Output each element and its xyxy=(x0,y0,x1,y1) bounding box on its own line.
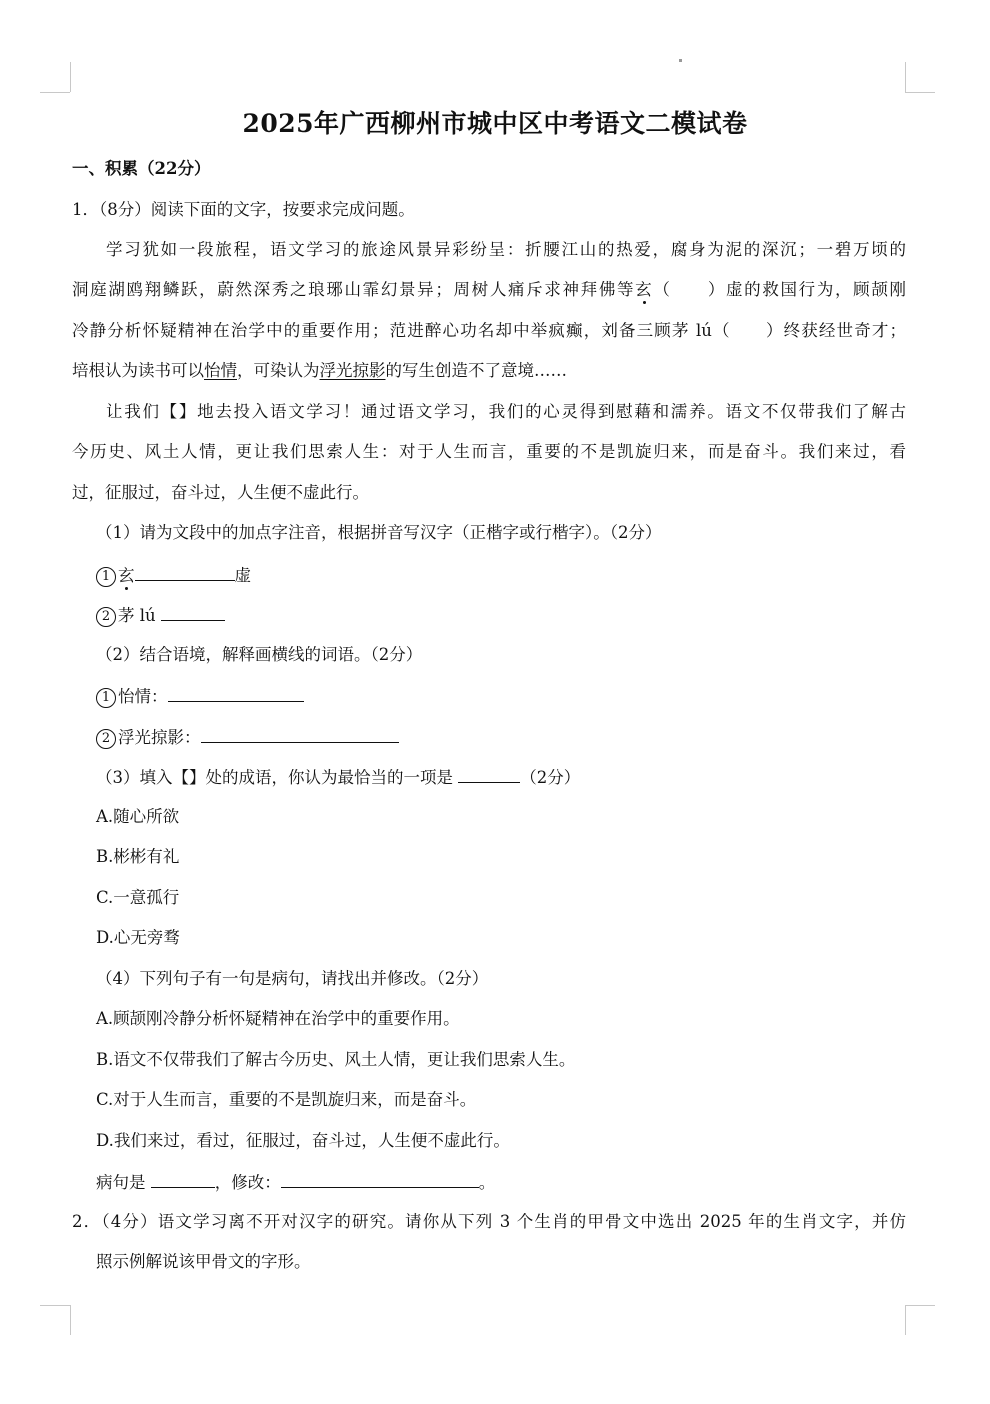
emphasis-char-xuan: 玄 xyxy=(635,280,654,299)
answer-blank[interactable] xyxy=(135,563,235,581)
passage-1-line-1: 学习犹如一段旅程，语文学习的旅途风景异彩纷呈：折腰江山的热爱，腐身为泥的深沉；一碧万顷的 xyxy=(106,240,906,259)
subq-4-heading: （4）下列句子有一句是病句，请找出并修改。（2分） xyxy=(96,969,489,988)
crop-mark-top-left-h xyxy=(40,92,70,93)
crop-mark-bottom-left-v xyxy=(70,1305,71,1335)
subq-4-answer-line: 病句是 ，修改： 。 xyxy=(96,1170,495,1194)
underlined-word-yiqing: 怡情 xyxy=(204,361,237,380)
sentence-d: D.我们来过，看过，征服过，奋斗过，人生便不虚此行。 xyxy=(96,1131,510,1150)
crop-mark-top-right-h xyxy=(905,92,935,93)
passage-2-line-3: 过，征服过，奋斗过，人生便不虚此行。 xyxy=(72,483,369,502)
passage-2-line-2: 今历史、风土人情，更让我们思索人生：对于人生而言，重要的不是凯旋归来，而是奋斗。我们来过，看 xyxy=(72,442,906,461)
option-b[interactable]: B.彬彬有礼 xyxy=(96,847,180,866)
question-2-line-1: 2．（4分）语文学习离不开对汉字的研究。请你从下列 3 个生肖的甲骨文中选出 2025 年的生肖文字，并仿 xyxy=(72,1212,906,1231)
question-1-heading: 1．（8分）阅读下面的文字，按要求完成问题。 xyxy=(72,200,415,219)
subq-3-heading: （3）填入【】处的成语，你认为最恰当的一项是 （2分） xyxy=(96,765,580,789)
passage-1-line-2: 洞庭湖鸥翔鳞跃，蔚然深秀之琅琊山霏幻景异；周树人痛斥求神拜佛等玄（ ）虚的救国行为，顾颉刚 xyxy=(72,280,907,299)
scan-dot xyxy=(679,59,682,62)
subq-2-heading: （2）结合语境，解释画横线的词语。（2分） xyxy=(96,645,423,664)
crop-mark-bottom-left-h xyxy=(40,1305,70,1306)
answer-blank[interactable] xyxy=(458,765,520,783)
passage-1-line-3: 冷静分析怀疑精神在治学中的重要作用；范进醉心功名却中举疯癫，刘备三顾茅 lú（ ）终获经世奇才； xyxy=(72,321,906,340)
answer-blank[interactable] xyxy=(168,684,304,702)
page-title: 2025年广西柳州市城中区中考语文二模试卷 xyxy=(242,109,748,138)
circled-number: 1 xyxy=(96,688,116,708)
subq-2-item-2: 2 浮光掠影： xyxy=(96,725,399,749)
question-2-line-2: 照示例解说该甲骨文的字形。 xyxy=(96,1252,311,1271)
subq-1-heading: （1）请为文段中的加点字注音，根据拼音写汉字（正楷字或行楷字）。（2分） xyxy=(96,523,662,542)
subq-1-item-2: 2 茅 lú xyxy=(96,603,225,627)
circled-number: 2 xyxy=(96,729,116,749)
answer-blank[interactable] xyxy=(151,1170,215,1188)
passage-1-line-4: 培根认为读书可以怡情，可染认为浮光掠影的写生创造不了意境…… xyxy=(72,361,567,380)
subq-2-item-1: 1 怡情： xyxy=(96,684,304,708)
underlined-word-fuguangluying: 浮光掠影 xyxy=(319,361,386,380)
option-c[interactable]: C.一意孤行 xyxy=(96,888,180,907)
answer-blank[interactable] xyxy=(281,1170,479,1188)
circled-number: 1 xyxy=(96,567,116,587)
option-d[interactable]: D.心无旁骛 xyxy=(96,928,180,947)
subq-1-item-1: 1 玄 虚 xyxy=(96,563,251,587)
crop-mark-bottom-right-h xyxy=(905,1305,935,1306)
crop-mark-top-right-v xyxy=(905,62,906,92)
crop-mark-top-left-v xyxy=(70,62,71,92)
sentence-a: A.顾颉刚冷静分析怀疑精神在治学中的重要作用。 xyxy=(96,1009,460,1028)
section-heading: 一、积累（22分） xyxy=(72,159,211,178)
option-a[interactable]: A.随心所欲 xyxy=(96,807,180,826)
sentence-b: B.语文不仅带我们了解古今历史、风土人情，更让我们思索人生。 xyxy=(96,1050,576,1069)
sentence-c: C.对于人生而言，重要的不是凯旋归来，而是奋斗。 xyxy=(96,1090,477,1109)
passage-2-line-1: 让我们【】地去投入语文学习！通过语文学习，我们的心灵得到慰藉和濡养。语文不仅带我们了解古 xyxy=(106,402,906,421)
answer-blank[interactable] xyxy=(201,725,399,743)
circled-number: 2 xyxy=(96,607,116,627)
crop-mark-bottom-right-v xyxy=(905,1305,906,1335)
answer-blank[interactable] xyxy=(161,603,225,621)
